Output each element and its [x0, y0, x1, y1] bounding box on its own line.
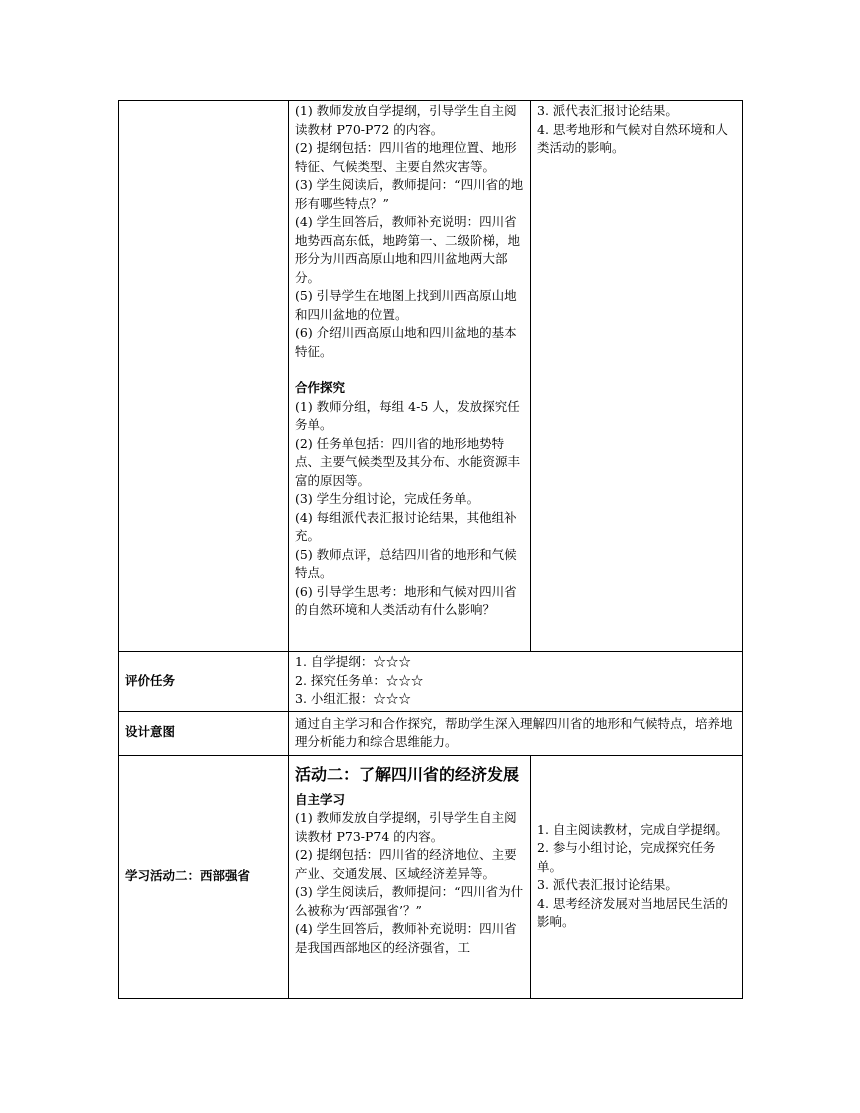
- lesson-plan-table: [118, 100, 743, 999]
- table-row: [119, 711, 743, 755]
- teacher-step: (2) 提纲包括：四川省的经济地位、主要产业、交通发展、区域经济差异等。: [295, 847, 517, 881]
- student-step: 3. 派代表汇报讨论结果。: [537, 877, 678, 892]
- teacher-step: (1) 教师发放自学提纲，引导学生自主阅读教材 P70-P72 的内容。: [295, 103, 517, 137]
- student-step: 3. 派代表汇报讨论结果。: [537, 103, 678, 118]
- activity2-teacher-cell: [289, 755, 531, 998]
- evaluation-cell: [289, 652, 743, 712]
- student-step: 2. 参与小组讨论，完成探究任务单。: [537, 840, 716, 874]
- teacher-step: (3) 学生阅读后，教师提问：“四川省为什么被称为‘西部强省’？”: [295, 884, 524, 918]
- teacher-step: (4) 学生回答后，教师补充说明：四川省是我国西部地区的经济强省，工: [295, 921, 517, 955]
- table-row: [119, 755, 743, 998]
- student-activity-cell: [531, 101, 743, 652]
- student-step: 1. 自主阅读教材，完成自学提纲。: [537, 821, 728, 837]
- teacher-step: (3) 学生阅读后，教师提问：“四川省的地形有哪些特点？”: [295, 177, 524, 211]
- teacher-step: (2) 提纲包括：四川省的地理位置、地形特征、气候类型、主要自然灾害等。: [295, 140, 517, 174]
- empty-label-cell: [119, 101, 289, 652]
- teacher-activity-cell: [289, 101, 531, 652]
- student-step: 4. 思考地形和气候对自然环境和人类活动的影响。: [537, 121, 728, 155]
- coop-step: (2) 任务单包括：四川省的地形地势特点、主要气候类型及其分布、水能资源丰富的原因等。: [295, 435, 521, 488]
- coop-step: (3) 学生分组讨论，完成任务单。: [295, 491, 480, 506]
- evaluation-item: 1. 自学提纲：☆☆☆: [295, 654, 411, 669]
- coop-step: (1) 教师分组，每组 4-5 人，发放探究任务单。: [295, 398, 520, 432]
- coop-heading: 合作探究: [295, 380, 346, 395]
- design-text: 通过自主学习和合作探究，帮助学生深入理解四川省的地形和气候特点，培养地理分析能力和综合思维能力。: [289, 711, 743, 755]
- student-step: 4. 思考经济发展对当地居民生活的影响。: [537, 895, 728, 929]
- table-row: [119, 101, 743, 652]
- evaluation-label: 评价任务: [119, 652, 289, 712]
- coop-step: (5) 教师点评，总结四川省的地形和气候特点。: [295, 546, 517, 580]
- teacher-step: (1) 教师发放自学提纲，引导学生自主阅读教材 P73-P74 的内容。: [295, 810, 517, 844]
- coop-step: (6) 引导学生思考：地形和气候对四川省的自然环境和人类活动有什么影响？: [295, 583, 517, 617]
- teacher-step: (4) 学生回答后，教师补充说明：四川省地势西高东低，地跨第一、二级阶梯，地形分为川西高原山地和四川盆地两大部分。: [295, 214, 521, 285]
- self-study-heading: 自主学习: [295, 791, 346, 807]
- evaluation-item: 2. 探究任务单：☆☆☆: [295, 672, 424, 688]
- activity2-label: 学习活动二：西部强省: [119, 755, 289, 998]
- teacher-step: (5) 引导学生在地图上找到川西高原山地和四川盆地的位置。: [295, 288, 517, 322]
- table-row: [119, 652, 743, 712]
- activity2-student-cell: [531, 755, 743, 998]
- design-label: 设计意图: [119, 711, 289, 755]
- teacher-step: (6) 介绍川西高原山地和四川盆地的基本特征。: [295, 325, 517, 359]
- coop-step: (4) 每组派代表汇报讨论结果，其他组补充。: [295, 509, 517, 543]
- evaluation-item: 3. 小组汇报：☆☆☆: [295, 691, 411, 706]
- activity2-title: 活动二：了解四川省的经济发展: [295, 764, 520, 784]
